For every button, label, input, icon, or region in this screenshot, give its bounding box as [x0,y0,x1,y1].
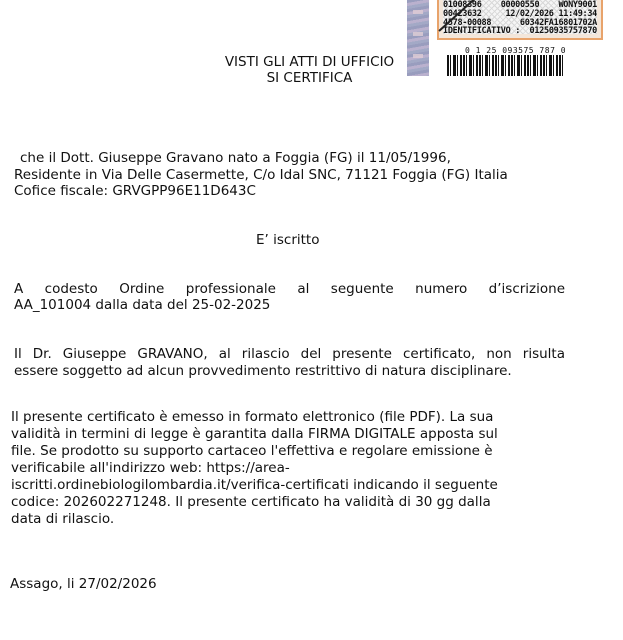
person-line-2: Residente in Via Delle Casermette, C/o Idal SNC, 71121 Foggia (FG) Italia [14,167,508,183]
header-line-2: SI CERTIFICA [266,70,353,86]
registration-line-1: A codesto Ordine professionale al seguente numero d’iscrizione [14,281,565,297]
stamp-line-2: 00423632 12/02/2026 11:49:34 [443,8,597,20]
validity-line-3: file. Se prodotto su supporto cartaceo l'effettiva e regolare emissione è [11,443,493,459]
stamp-line-4: IDENTIFICATIVO : 01250935757870 [443,25,597,37]
validity-line-1: Il presente certificato è emesso in formato elettronico (file PDF). La sua [11,409,494,425]
disciplinary-line-2: essere soggetto ad alcun provvedimento restrittivo di natura disciplinare. [14,363,512,379]
person-line-3: Cofice fiscale: GRVGPP96E11D643C [14,183,256,199]
person-line-1: che il Dott. Giuseppe Gravano nato a Foggia (FG) il 11/05/1996, [20,150,451,166]
validity-line-2: validità in termini di legge è garantita dalla FIRMA DIGITALE apposta sul [11,426,498,442]
stamp-line-3: 4578-00088 60342FA16801702A [443,17,597,29]
validity-line-7: data di rilascio. [11,511,115,527]
disciplinary-line-1: Il Dr. Giuseppe GRAVANO, al rilascio del presente certificato, non risulta [14,346,565,362]
validity-line-4: verificabile all'indirizzo web: https://area- [11,460,290,476]
stamp-panel [437,0,603,40]
header-line-1: VISTI GLI ATTI DI UFFICIO [224,54,395,70]
place-date: Assago, li 27/02/2026 [10,576,157,592]
stamp-barcode-number: 0 1 25 093575 787 0 [465,46,567,55]
status-title: E’ iscritto [256,232,320,248]
registration-line-2: AA_101004 dalla data del 25-02-2025 [14,297,271,313]
stamp-line-1: 01008396 00000550 WONY9001 [443,0,597,11]
validity-line-6: codice: 202602271248. Il presente certificato ha validità di 30 gg dalla [11,494,491,510]
validity-line-5-url: iscritti.ordinebiologilombardia.it/verifica-certificati indicando il seguente [11,477,498,493]
